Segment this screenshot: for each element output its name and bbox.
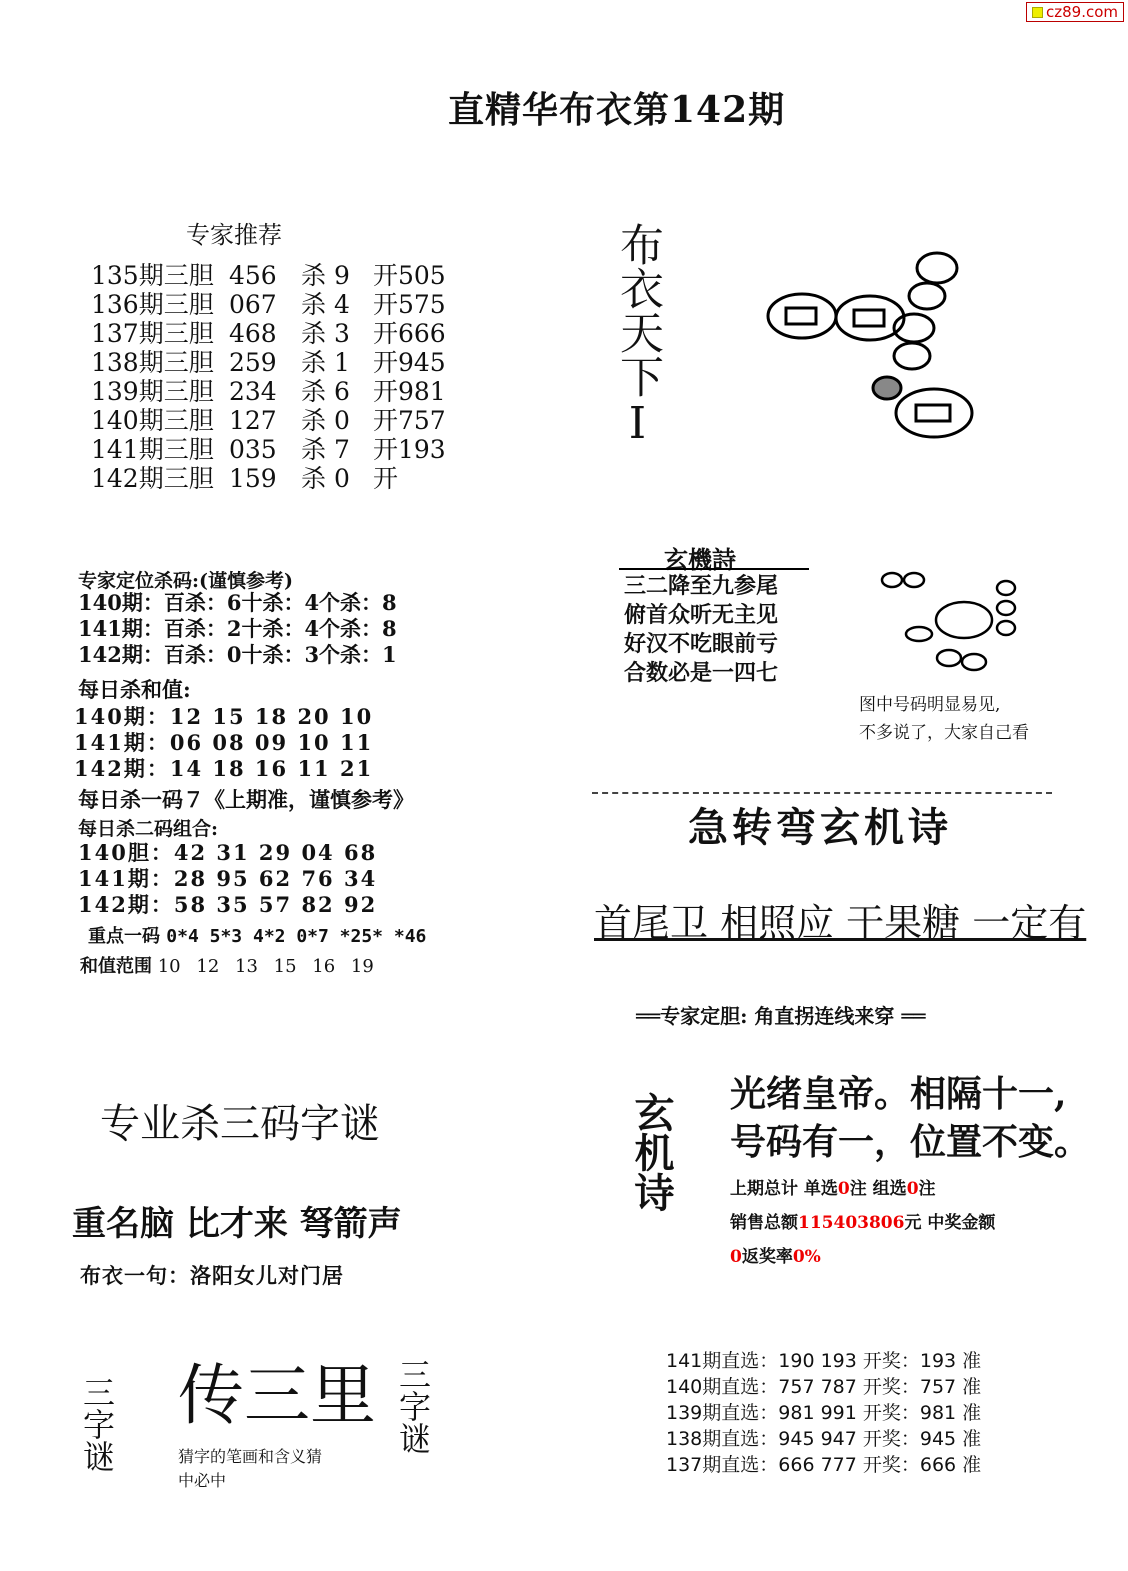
kill-position-row: 141期：百杀：2十杀：4个杀：8 <box>78 616 397 641</box>
dingdan-line-1: 光绪皇帝。相隔十一, <box>730 1073 1067 1115</box>
expert-row <box>91 406 446 435</box>
square-icon <box>1032 7 1043 18</box>
expert-heading: 专家推荐 <box>186 221 282 249</box>
watermark-badge <box>1026 2 1124 22</box>
expert-row <box>91 348 446 377</box>
expert-rows <box>91 261 446 493</box>
dingdan-stat-3 <box>730 1242 821 1267</box>
stat1-e: 注 <box>918 1179 936 1199</box>
expert-row <box>91 319 446 348</box>
sum-row: 141期：06 08 09 10 11 <box>74 730 374 755</box>
riddle-hint-2: 中必中 <box>178 1471 227 1490</box>
riddle-hint-1: 猜字的笔画和含义猜 <box>178 1447 323 1466</box>
direct-pick-row: 140期直选：757 787 开奖：757 准 <box>666 1376 982 1398</box>
row-nums: 159 <box>229 464 277 493</box>
row-period: 140期三胆 <box>91 406 214 435</box>
kill-position-row: 142期：百杀：0十杀：3个杀：1 <box>78 642 397 667</box>
row-kill: 杀 1 <box>301 348 350 377</box>
turn-panel <box>592 782 1087 982</box>
dingdan-side: 玄机诗 <box>628 1092 675 1212</box>
direct-pick-rows <box>666 1348 981 1478</box>
coin-d <box>997 581 1015 595</box>
key-code-values: 0*4 5*3 4*2 0*7 *25* *46 <box>166 926 427 947</box>
stat2-b: 115403806 <box>798 1213 905 1233</box>
row-open: 开981 <box>373 377 446 406</box>
row-period: 139期三胆 <box>91 377 214 406</box>
row-period: 141期三胆 <box>91 435 214 464</box>
dingdan-stat-1 <box>730 1174 936 1199</box>
key-code-label: 重点一码 <box>88 926 160 947</box>
xuanji-line: 俯首众听无主见 <box>624 602 779 628</box>
two-code-rows <box>78 840 377 918</box>
row-open: 开666 <box>373 319 446 348</box>
kill-position-rows <box>78 590 397 668</box>
xuanji-heading: 玄機詩 <box>664 545 736 574</box>
coin-b <box>904 573 924 587</box>
coin-h <box>937 650 961 666</box>
coin-e <box>997 601 1015 615</box>
stat1-b: 0 <box>837 1179 850 1199</box>
xuanji-coins <box>874 570 1024 680</box>
dingdan-header: ══专家定胆: 角直拐连线来穿 ══ <box>636 1004 926 1028</box>
row-nums: 067 <box>229 290 277 319</box>
kill-position-row: 140期：百杀：6十杀：4个杀：8 <box>78 590 397 615</box>
stat3-a: 0 <box>730 1247 742 1267</box>
xuanji-divider <box>619 568 809 570</box>
coins-figure <box>762 248 992 468</box>
page-title: 直精华布衣第142期 <box>448 89 786 131</box>
stat2-a: 销售总额 <box>730 1213 798 1233</box>
buyi-panel <box>592 218 1052 468</box>
turn-line: 首尾卫 相照应 干果糖 一定有 <box>594 901 1087 945</box>
sum-heading: 每日杀和值: <box>78 677 191 702</box>
kill-panel <box>66 560 456 990</box>
row-open: 开193 <box>373 435 446 464</box>
range-values: 10 12 13 15 16 19 <box>157 956 374 977</box>
xuanji-line: 合数必是一四七 <box>624 660 779 686</box>
row-nums: 234 <box>229 377 277 406</box>
coin-f <box>997 621 1015 635</box>
expert-row <box>91 464 446 493</box>
row-kill: 杀 3 <box>301 319 350 348</box>
expert-row <box>91 290 446 319</box>
watermark-text: cz89.com <box>1045 3 1118 21</box>
row-open: 开505 <box>373 261 446 290</box>
two-code-row: 141期：28 95 62 76 34 <box>78 866 378 891</box>
key-code-row <box>88 922 426 948</box>
coin-c <box>936 602 992 638</box>
kill-heading: 专家定位杀码:(谨慎参考) <box>78 570 293 592</box>
turn-title: 急转弯玄机诗 <box>688 804 952 851</box>
row-nums: 468 <box>229 319 277 348</box>
row-nums: 456 <box>229 261 277 290</box>
coin-i <box>962 654 986 670</box>
row-nums: 035 <box>229 435 277 464</box>
dingdan-panel <box>600 992 1091 1282</box>
row-open: 开945 <box>373 348 446 377</box>
sum-row: 142期：14 18 16 11 21 <box>74 756 374 781</box>
row-period: 136期三胆 <box>91 290 214 319</box>
two-code-heading: 每日杀二码组合: <box>78 818 219 840</box>
buyi-text: 布衣天下I <box>612 222 663 449</box>
row-period: 137期三胆 <box>91 319 214 348</box>
row-kill: 杀 9 <box>301 261 350 290</box>
riddle-side-left: 三字谜 <box>78 1376 116 1472</box>
coin-8 <box>896 389 972 437</box>
coin-a <box>882 573 902 587</box>
xuanji-line: 好汉不吃眼前亏 <box>624 631 779 657</box>
riddle-side-right: 三字谜 <box>394 1358 432 1454</box>
coin-6 <box>894 343 930 369</box>
row-period: 138期三胆 <box>91 348 214 377</box>
coin-4 <box>909 283 945 309</box>
direct-pick-row: 139期直选：981 991 开奖：981 准 <box>666 1402 982 1424</box>
riddle-words: 重名脑 比才来 弩箭声 <box>72 1204 402 1244</box>
riddle-buyi-line: 布衣一句：洛阳女儿对门居 <box>80 1263 344 1288</box>
xuanji-note-2: 不多说了，大家自己看 <box>859 723 1029 743</box>
riddle-box <box>66 1320 446 1495</box>
coin-g <box>906 627 932 641</box>
expert-panel <box>66 215 456 505</box>
direct-pick-row: 138期直选：945 947 开奖：945 准 <box>666 1428 982 1450</box>
expert-row <box>91 377 446 406</box>
expert-row <box>91 261 446 290</box>
stat1-c: 注 组选 <box>849 1179 907 1199</box>
row-kill: 杀 0 <box>301 464 350 493</box>
two-code-row: 142期：58 35 57 82 92 <box>78 892 378 917</box>
coin-7 <box>873 377 901 399</box>
row-nums: 259 <box>229 348 277 377</box>
sum-rows <box>74 704 373 782</box>
stat1-d: 0 <box>906 1179 919 1199</box>
xuanji-line: 三二降至九参尾 <box>624 573 779 599</box>
coin-3 <box>917 253 957 283</box>
row-period: 135期三胆 <box>91 261 214 290</box>
two-code-row: 140胆：42 31 29 04 68 <box>78 840 378 865</box>
sum-row: 140期：12 15 18 20 10 <box>74 704 374 729</box>
dingdan-line-2: 号码有一，位置不变。 <box>730 1121 1091 1163</box>
row-nums: 127 <box>229 406 277 435</box>
one-code-line: 每日杀一码７《上期准，谨慎参考》 <box>78 787 414 812</box>
row-kill: 杀 6 <box>301 377 350 406</box>
stat3-b: 返奖率 <box>741 1247 793 1267</box>
row-kill: 杀 0 <box>301 406 350 435</box>
riddle-title: 专业杀三码字谜 <box>100 1101 380 1147</box>
row-open: 开575 <box>373 290 446 319</box>
coin-1 <box>768 294 836 338</box>
stat1-a: 上期总计 单选 <box>730 1179 838 1199</box>
range-row <box>80 952 374 978</box>
row-kill: 杀 7 <box>301 435 350 464</box>
riddle-main: 传三里 <box>178 1357 376 1434</box>
xuanji-panel <box>604 540 1054 782</box>
stat2-c: 元 中奖金额 <box>904 1213 996 1233</box>
expert-row <box>91 435 446 464</box>
xuanji-lines <box>624 572 778 688</box>
row-kill: 杀 4 <box>301 290 350 319</box>
direct-pick-row: 137期直选：666 777 开奖：666 准 <box>666 1454 982 1476</box>
row-open: 开 <box>373 464 399 493</box>
row-open: 开757 <box>373 406 446 435</box>
range-label: 和值范围 <box>80 956 152 977</box>
turn-dash <box>592 792 1052 794</box>
dingdan-stat-2 <box>730 1208 995 1233</box>
xuanji-note-1: 图中号码明显易见, <box>859 695 1001 715</box>
row-period: 142期三胆 <box>91 464 214 493</box>
direct-pick-row: 141期直选：190 193 开奖：193 准 <box>666 1350 982 1372</box>
stat3-c: 0% <box>792 1247 821 1267</box>
